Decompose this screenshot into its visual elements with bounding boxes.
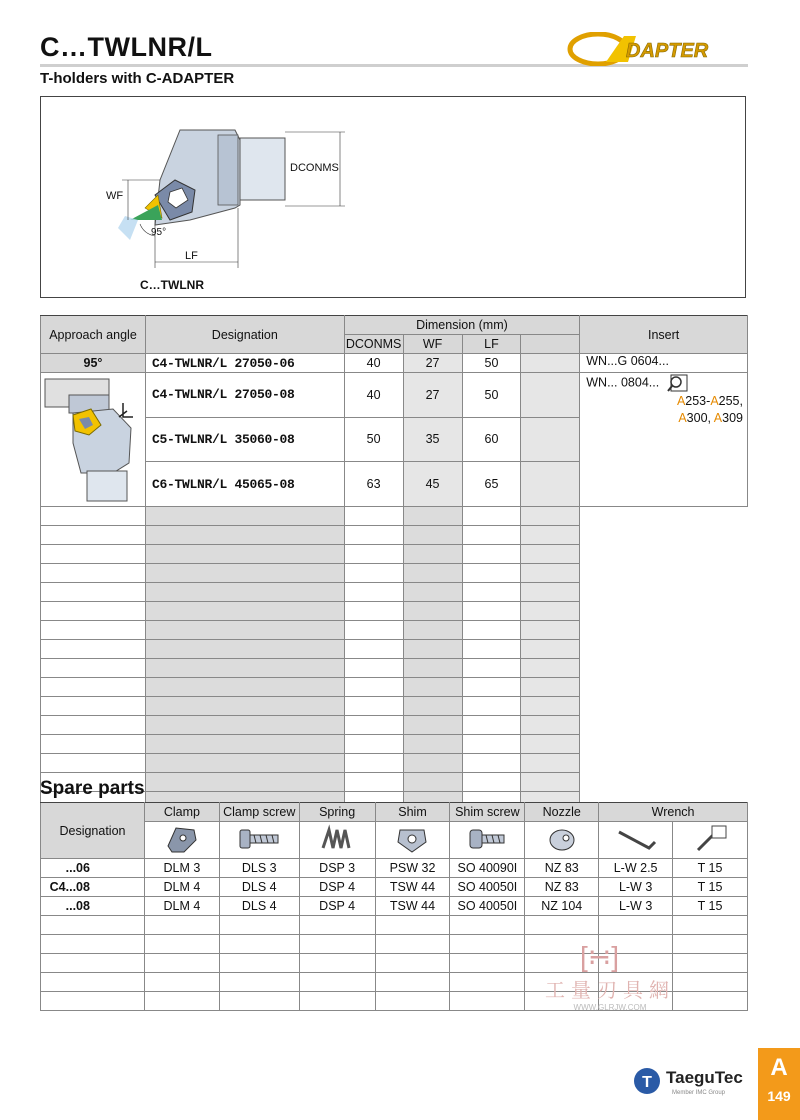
holder-table xyxy=(40,315,748,811)
empty-cell xyxy=(41,640,146,659)
empty-cell xyxy=(403,621,462,640)
empty-cell xyxy=(145,640,344,659)
empty-cell xyxy=(145,697,344,716)
empty-cell xyxy=(144,973,219,992)
empty-cell xyxy=(41,935,145,954)
spare-clamp-screw-cell: DLS 4 xyxy=(219,878,299,897)
insert-code: WN... 0804... xyxy=(586,375,660,390)
col-wf: WF xyxy=(403,335,462,354)
designation-cell: C4-TWLNR/L 27050-08 xyxy=(145,373,344,418)
empty-cell xyxy=(521,659,580,678)
page-number: 149 xyxy=(767,1088,791,1104)
empty-row xyxy=(41,621,748,640)
twrench-icon-cell xyxy=(673,822,748,859)
empty-rows xyxy=(41,507,748,811)
empty-cell xyxy=(344,735,403,754)
empty-row xyxy=(41,602,748,621)
spare-parts-title: Spare parts xyxy=(40,778,145,799)
empty-cell xyxy=(41,602,146,621)
col-dimension: Dimension (mm) xyxy=(344,316,580,335)
spare-clamp-screw-cell: DLS 3 xyxy=(219,859,299,878)
spare-shim-screw-cell: SO 40090I xyxy=(450,859,525,878)
spare-row xyxy=(41,859,748,878)
empty-cell xyxy=(299,992,375,1011)
drawing-caption: C…TWLNR xyxy=(140,278,204,292)
lf-cell: 65 xyxy=(462,462,521,507)
clamp-icon xyxy=(164,824,200,854)
svg-text:T: T xyxy=(642,1074,652,1091)
empty-cell xyxy=(599,916,673,935)
spare-wrench1-cell: L-W 3 xyxy=(599,897,673,916)
empty-row xyxy=(41,564,748,583)
empty-cell xyxy=(521,716,580,735)
taegutec-logo-icon xyxy=(632,1066,662,1096)
empty-cell xyxy=(344,545,403,564)
empty-row xyxy=(41,583,748,602)
ref-page: 309 xyxy=(722,411,743,425)
empty-cell xyxy=(462,659,521,678)
empty-cell xyxy=(219,992,299,1011)
empty-cell xyxy=(344,621,403,640)
empty-cell xyxy=(462,678,521,697)
spare-clamp-cell: DLM 4 xyxy=(144,897,219,916)
empty-cell xyxy=(41,545,146,564)
dim-label-lf: LF xyxy=(185,250,198,262)
spare-col-wrench: Wrench xyxy=(599,803,748,822)
empty-cell xyxy=(41,507,146,526)
wf-cell: 27 xyxy=(403,373,462,418)
lf-cell: 50 xyxy=(462,354,521,373)
empty-cell xyxy=(41,973,145,992)
empty-cell xyxy=(299,916,375,935)
empty-row xyxy=(41,735,748,754)
empty-cell xyxy=(521,754,580,773)
empty-cell xyxy=(521,526,580,545)
empty-cell xyxy=(344,564,403,583)
empty-cell xyxy=(462,735,521,754)
empty-cell xyxy=(41,916,145,935)
empty-cell xyxy=(462,526,521,545)
empty-cell xyxy=(145,773,344,792)
spring-icon-cell xyxy=(299,822,375,859)
empty-cell xyxy=(219,916,299,935)
spare-row xyxy=(41,878,748,897)
empty-cell xyxy=(145,659,344,678)
empty-cell xyxy=(403,716,462,735)
ref-page: 300, xyxy=(686,411,714,425)
nozzle-icon-cell xyxy=(525,822,599,859)
empty-cell xyxy=(299,954,375,973)
spare-clamp-cell: DLM 3 xyxy=(144,859,219,878)
col-designation: Designation xyxy=(145,316,344,354)
empty-cell xyxy=(144,935,219,954)
ref-prefix: A xyxy=(678,411,687,425)
dconms-cell: 40 xyxy=(344,354,403,373)
empty-cell xyxy=(41,992,145,1011)
dim-label-wf: WF xyxy=(106,190,124,202)
empty-cell xyxy=(403,678,462,697)
page-subtitle: T-holders with C-ADAPTER xyxy=(40,70,235,87)
empty-cell xyxy=(145,678,344,697)
empty-cell xyxy=(521,678,580,697)
tool-holder-drawing xyxy=(100,120,360,270)
empty-cell xyxy=(344,754,403,773)
empty-cell xyxy=(462,564,521,583)
empty-cell xyxy=(462,697,521,716)
empty-cell xyxy=(344,526,403,545)
spare-shim-cell: TSW 44 xyxy=(375,878,450,897)
spare-nozzle-cell: NZ 104 xyxy=(525,897,599,916)
empty-cell xyxy=(144,916,219,935)
spare-col-clamp: Clamp xyxy=(144,803,219,822)
empty-cell xyxy=(403,583,462,602)
spare-wrench1-cell: L-W 2.5 xyxy=(599,859,673,878)
c-adapter-logo xyxy=(566,32,750,66)
empty-cell xyxy=(41,564,146,583)
empty-cell xyxy=(144,954,219,973)
dconms-cell: 63 xyxy=(344,462,403,507)
empty-row xyxy=(41,697,748,716)
spare-wrench2-cell: T 15 xyxy=(673,878,748,897)
wf-cell: 35 xyxy=(403,417,462,462)
empty-cell xyxy=(145,735,344,754)
spare-spring-cell: DSP 3 xyxy=(299,859,375,878)
page-tab xyxy=(758,1048,800,1120)
empty-cell xyxy=(521,640,580,659)
empty-cell xyxy=(344,773,403,792)
empty-cell xyxy=(462,602,521,621)
empty-cell xyxy=(525,916,599,935)
empty-cell xyxy=(403,602,462,621)
empty-cell xyxy=(344,602,403,621)
empty-cell xyxy=(145,621,344,640)
empty-cell xyxy=(344,716,403,735)
spare-col-shim-screw: Shim screw xyxy=(450,803,525,822)
empty-row xyxy=(41,659,748,678)
empty-cell xyxy=(462,754,521,773)
empty-cell xyxy=(450,973,525,992)
empty-row xyxy=(41,545,748,564)
empty-cell xyxy=(450,916,525,935)
col-approach-angle: Approach angle xyxy=(41,316,146,354)
spare-wrench1-cell: L-W 3 xyxy=(599,878,673,897)
empty-cell xyxy=(344,640,403,659)
empty-cell xyxy=(375,973,450,992)
empty-cell xyxy=(375,935,450,954)
empty-cell xyxy=(403,697,462,716)
empty-cell xyxy=(521,697,580,716)
insert-cell: WN...G 0604... xyxy=(580,354,748,373)
empty-cell xyxy=(375,992,450,1011)
svg-text:DAPTER: DAPTER xyxy=(626,40,709,62)
shim-icon xyxy=(394,824,430,854)
brand-subtitle: Member IMC Group xyxy=(672,1090,726,1096)
clamp-icon-cell xyxy=(144,822,219,859)
empty-cell xyxy=(299,935,375,954)
spare-shim-screw-cell: SO 40050I xyxy=(450,897,525,916)
watermark-text: 工量刃具網 xyxy=(545,980,675,1002)
ref-page: 253- xyxy=(685,394,711,408)
empty-cell xyxy=(450,935,525,954)
spare-designation-cell: C4...08 xyxy=(41,878,145,897)
empty-cell xyxy=(145,602,344,621)
ref-prefix: A xyxy=(676,394,686,408)
wf-cell: 45 xyxy=(403,462,462,507)
dconms-cell: 40 xyxy=(344,373,403,418)
empty-cell xyxy=(344,583,403,602)
empty-cell xyxy=(41,735,146,754)
empty-cell xyxy=(145,526,344,545)
col-lf: LF xyxy=(462,335,521,354)
spare-spring-cell: DSP 4 xyxy=(299,897,375,916)
spare-col-nozzle: Nozzle xyxy=(525,803,599,822)
empty-cell xyxy=(403,640,462,659)
empty-cell xyxy=(462,621,521,640)
empty-cell xyxy=(403,526,462,545)
spare-wrench2-cell: T 15 xyxy=(673,859,748,878)
spare-col-designation: Designation xyxy=(41,803,145,859)
empty-cell xyxy=(450,992,525,1011)
empty-cell xyxy=(41,583,146,602)
empty-cell xyxy=(403,754,462,773)
ref-prefix: A xyxy=(713,411,723,425)
spare-shim-screw-cell: SO 40050I xyxy=(450,878,525,897)
clamp-screw-icon xyxy=(234,824,284,854)
empty-cell xyxy=(403,507,462,526)
empty-cell xyxy=(144,992,219,1011)
spare-col-spring: Spring xyxy=(299,803,375,822)
allen-key-icon xyxy=(613,824,659,854)
empty-cell xyxy=(375,954,450,973)
empty-cell xyxy=(41,954,145,973)
lwrench-icon-cell xyxy=(599,822,673,859)
watermark xyxy=(530,940,690,1010)
spare-col-shim: Shim xyxy=(375,803,450,822)
spare-col-clamp-screw: Clamp screw xyxy=(219,803,299,822)
empty-cell xyxy=(299,973,375,992)
empty-cell xyxy=(450,954,525,973)
dim-label-dconms: DCONMS xyxy=(290,162,339,174)
spare-row xyxy=(41,897,748,916)
brand-name: TaeguTec xyxy=(666,1068,743,1087)
col-insert: Insert xyxy=(580,316,748,354)
empty-cell xyxy=(462,583,521,602)
approach-angle-value: 95° xyxy=(41,354,146,373)
section-letter: A xyxy=(770,1054,788,1081)
empty-cell xyxy=(344,659,403,678)
spare-shim-cell: TSW 44 xyxy=(375,897,450,916)
designation-cell: C5-TWLNR/L 35060-08 xyxy=(145,417,344,462)
blank-cell xyxy=(521,354,580,373)
page-reference-icon xyxy=(667,373,689,393)
empty-cell xyxy=(521,602,580,621)
empty-cell xyxy=(521,621,580,640)
empty-row xyxy=(41,773,748,792)
empty-cell xyxy=(344,678,403,697)
spare-wrench2-cell: T 15 xyxy=(673,897,748,916)
empty-cell xyxy=(219,954,299,973)
nozzle-icon xyxy=(544,824,580,854)
col-dconms: DCONMS xyxy=(344,335,403,354)
empty-cell xyxy=(41,659,146,678)
empty-cell xyxy=(521,507,580,526)
clamp-screw-icon-cell xyxy=(219,822,299,859)
empty-cell xyxy=(521,545,580,564)
torx-key-icon xyxy=(690,824,730,854)
empty-cell xyxy=(403,659,462,678)
empty-cell xyxy=(521,773,580,792)
empty-cell xyxy=(41,621,146,640)
spare-spring-cell: DSP 4 xyxy=(299,878,375,897)
empty-cell xyxy=(344,697,403,716)
spare-designation-cell: ...08 xyxy=(41,897,145,916)
spare-shim-cell: PSW 32 xyxy=(375,859,450,878)
shim-screw-icon-cell xyxy=(450,822,525,859)
empty-cell xyxy=(462,507,521,526)
empty-cell xyxy=(403,735,462,754)
empty-cell xyxy=(403,564,462,583)
empty-cell xyxy=(41,697,146,716)
spare-clamp-cell: DLM 4 xyxy=(144,878,219,897)
empty-cell xyxy=(145,564,344,583)
empty-cell xyxy=(41,716,146,735)
watermark-logo-icon: [∺] xyxy=(580,941,620,972)
empty-row xyxy=(41,507,748,526)
designation-cell: C4-TWLNR/L 27050-06 xyxy=(145,354,344,373)
blank-cell xyxy=(521,417,580,462)
empty-cell xyxy=(521,564,580,583)
empty-cell xyxy=(219,935,299,954)
dim-label-angle: 95° xyxy=(151,227,167,238)
spare-nozzle-cell: NZ 83 xyxy=(525,859,599,878)
empty-row xyxy=(41,716,748,735)
empty-row xyxy=(41,754,748,773)
empty-row xyxy=(41,678,748,697)
col-blank xyxy=(521,335,580,354)
ref-prefix: A xyxy=(710,394,719,408)
page-refs xyxy=(586,393,747,427)
spare-nozzle-cell: NZ 83 xyxy=(525,878,599,897)
empty-cell xyxy=(145,545,344,564)
empty-cell xyxy=(344,507,403,526)
dconms-cell: 50 xyxy=(344,417,403,462)
empty-cell xyxy=(145,754,344,773)
lf-cell: 50 xyxy=(462,373,521,418)
empty-cell xyxy=(375,916,450,935)
ref-page: 255, xyxy=(718,394,743,408)
spare-designation-cell: ...06 xyxy=(41,859,145,878)
empty-cell xyxy=(145,716,344,735)
empty-cell xyxy=(521,735,580,754)
empty-cell xyxy=(673,916,748,935)
empty-cell xyxy=(403,773,462,792)
empty-cell xyxy=(145,507,344,526)
empty-row xyxy=(41,526,748,545)
blank-cell xyxy=(521,373,580,418)
empty-cell xyxy=(41,678,146,697)
empty-cell xyxy=(462,640,521,659)
shim-screw-icon xyxy=(464,824,510,854)
lf-cell: 60 xyxy=(462,417,521,462)
empty-cell xyxy=(219,973,299,992)
empty-cell xyxy=(462,716,521,735)
empty-cell xyxy=(145,583,344,602)
spare-clamp-screw-cell: DLS 4 xyxy=(219,897,299,916)
insert-info-cell xyxy=(580,373,748,507)
table-row xyxy=(41,354,748,373)
empty-row xyxy=(41,916,748,935)
wf-cell: 27 xyxy=(403,354,462,373)
holder-thumbnail xyxy=(43,373,143,503)
empty-row xyxy=(41,640,748,659)
empty-cell xyxy=(462,545,521,564)
blank-cell xyxy=(521,462,580,507)
empty-cell xyxy=(41,754,146,773)
empty-cell xyxy=(41,526,146,545)
watermark-url: WWW.GLRJW.COM xyxy=(573,1003,647,1012)
table-row xyxy=(41,373,748,418)
empty-cell xyxy=(521,583,580,602)
page-title: C…TWLNR/L xyxy=(40,32,213,62)
empty-cell xyxy=(403,545,462,564)
designation-cell: C6-TWLNR/L 45065-08 xyxy=(145,462,344,507)
empty-cell xyxy=(462,773,521,792)
shim-icon-cell xyxy=(375,822,450,859)
approach-image-cell xyxy=(41,373,146,507)
spring-icon xyxy=(317,824,357,854)
